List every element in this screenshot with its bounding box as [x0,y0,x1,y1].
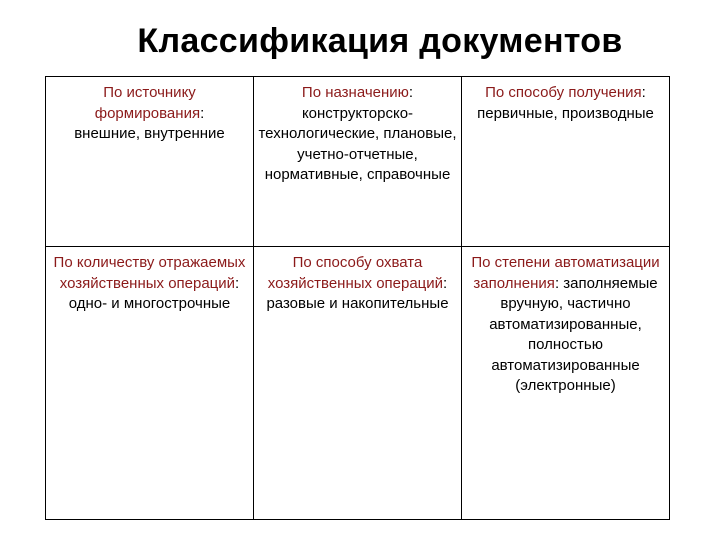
table-cell-quantity [46,247,254,520]
table-cell-purpose [254,77,462,247]
cell-values: одно- и многострочные [68,295,231,312]
page-title: Классификация документов [137,22,623,60]
cell-category: По способу получения [485,84,642,101]
cell-separator: : [641,84,646,101]
cell-values: разовые и накопительные [266,295,449,312]
table-row [46,77,670,247]
cell-values: конструкторско-технологические, плановые, учетно-отчетные, нормативные, справочные [258,104,457,183]
cell-category: По способу охвата хозяйственных операций [267,254,444,292]
cell-category: По назначению [301,84,409,101]
cell-category: По степени автоматизации заполнения [471,254,660,292]
table-cell-method [462,77,670,247]
cell-separator: : [408,84,414,101]
classification-table [45,76,670,520]
cell-values: внешние, внутренние [74,125,225,142]
table-row [46,247,670,520]
cell-values: первичные, производные [477,104,654,122]
cell-category: По источнику формирования [94,84,201,122]
cell-separator: : [235,274,240,292]
cell-values: заполняемые вручную, частично автоматизированные, полностью автоматизированные (электронные) [489,274,658,394]
table-cell-automation [462,247,670,520]
table-cell-source [46,77,254,247]
cell-separator: : [554,274,560,292]
table-cell-coverage [254,247,462,520]
cell-category: По количеству отражаемых хозяйственных операций [53,254,246,292]
cell-separator: : [443,274,448,292]
cell-separator: : [200,104,205,122]
